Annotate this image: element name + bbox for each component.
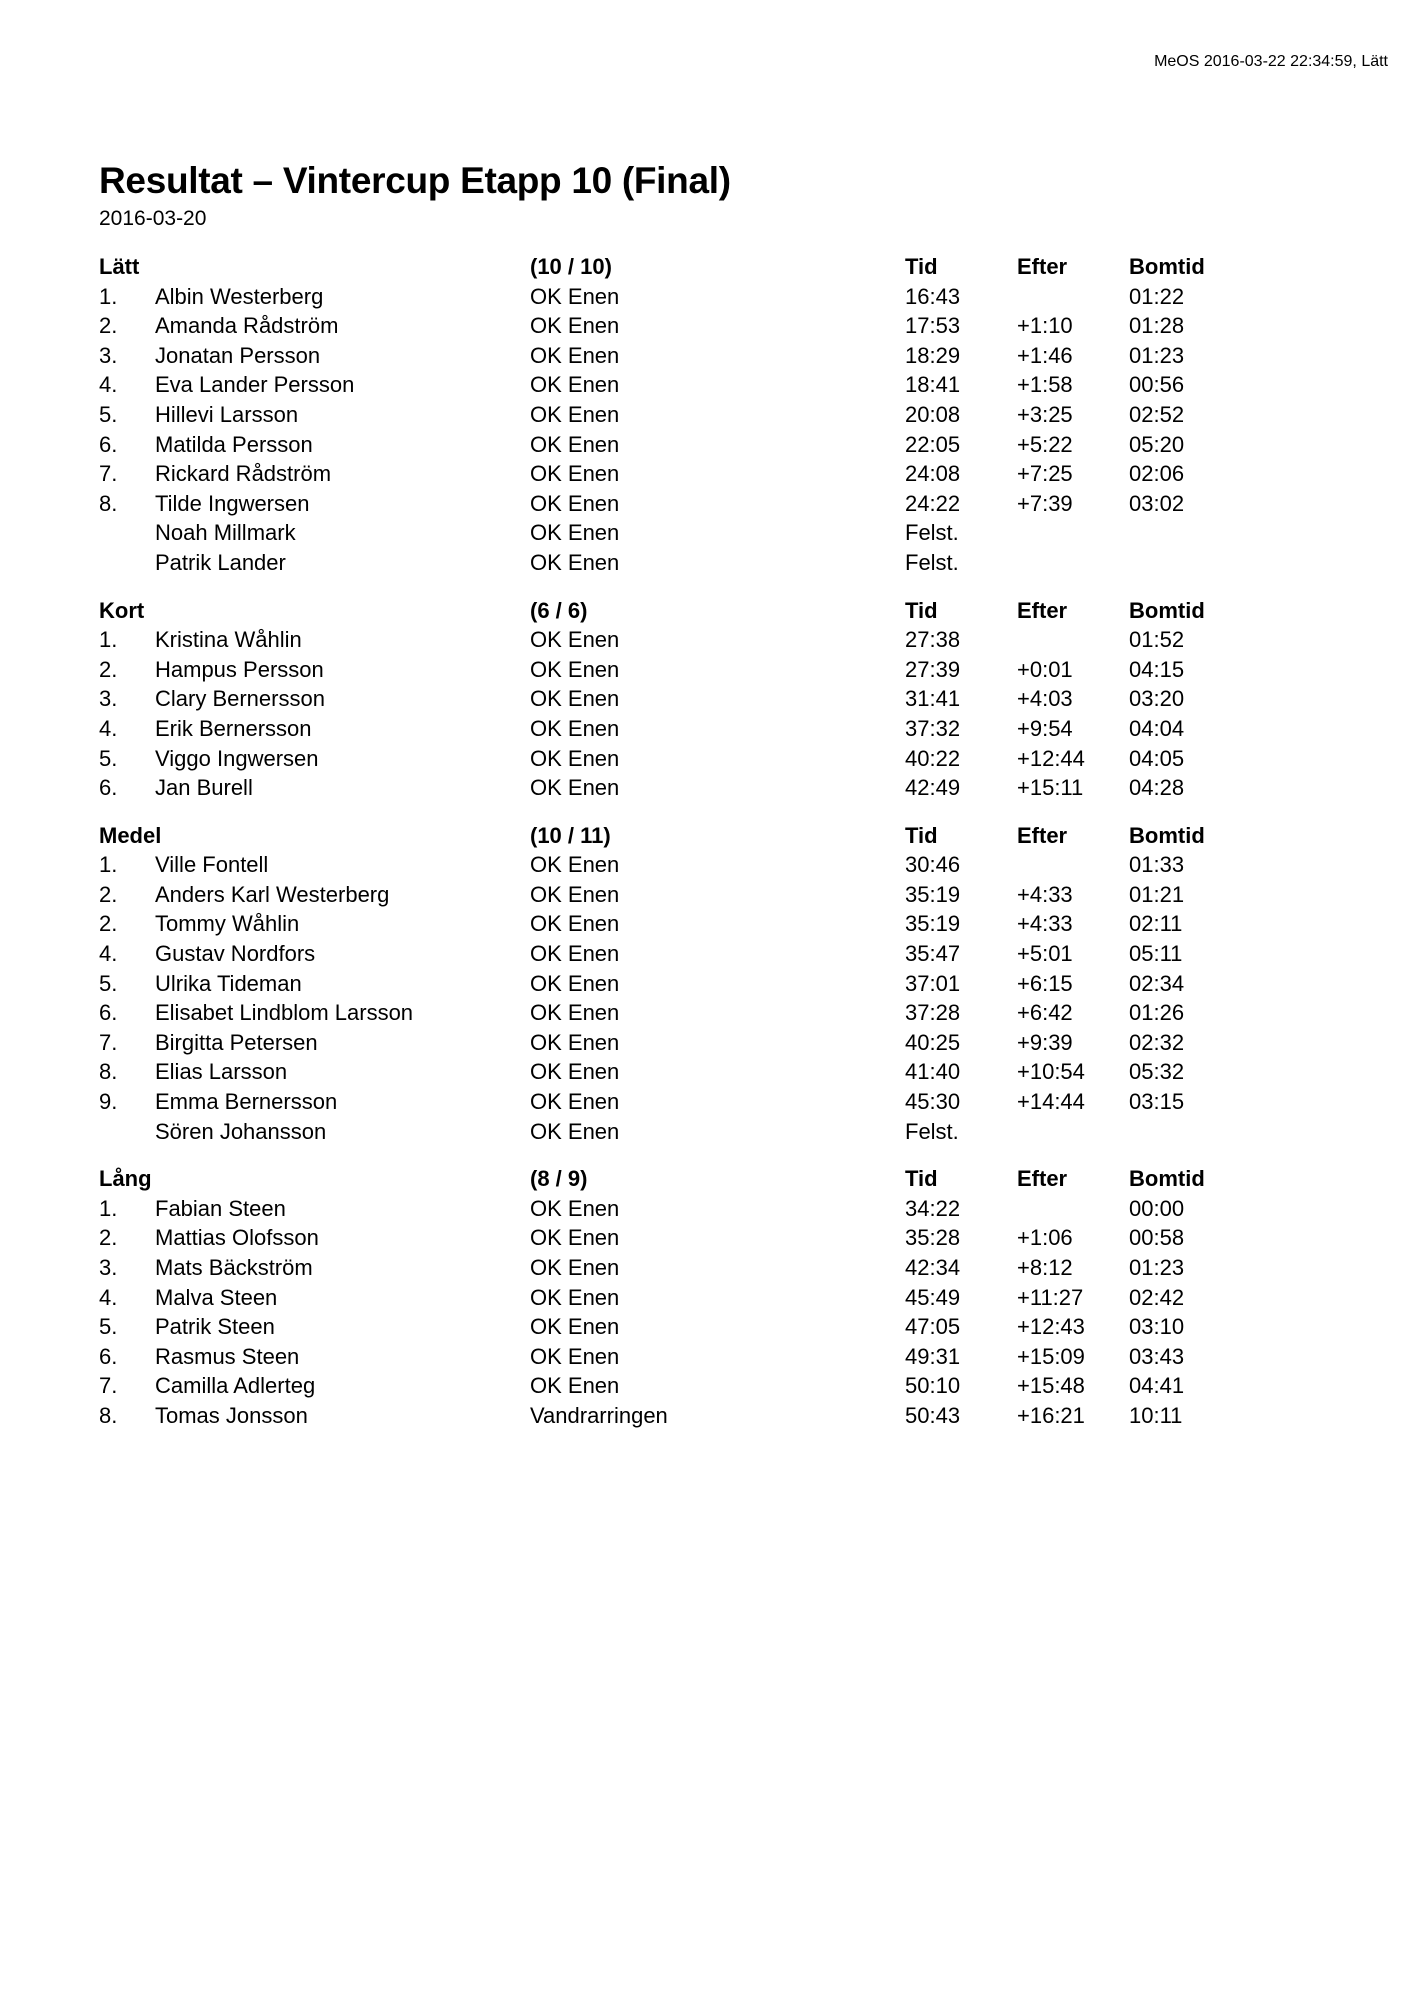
runner-name: Gustav Nordfors xyxy=(155,941,316,967)
result-time: 45:30 xyxy=(905,1089,961,1115)
class-section xyxy=(99,252,1319,578)
result-time: Felst. xyxy=(905,1118,959,1144)
result-place: 8. xyxy=(99,490,118,516)
class-name: Lätt xyxy=(99,254,140,279)
result-behind: +12:44 xyxy=(1017,745,1085,771)
result-time: 37:32 xyxy=(905,715,961,741)
runner-name: Anders Karl Westerberg xyxy=(155,881,390,907)
result-row xyxy=(99,1087,1319,1117)
result-behind: +14:44 xyxy=(1017,1089,1085,1115)
result-behind: +4:33 xyxy=(1017,881,1073,907)
result-row xyxy=(99,1371,1319,1401)
runner-club: OK Enen xyxy=(530,372,620,398)
result-missed-time: 04:41 xyxy=(1129,1373,1185,1399)
result-row xyxy=(99,1253,1319,1283)
result-missed-time: 05:11 xyxy=(1129,941,1183,967)
result-time: 35:28 xyxy=(905,1225,961,1251)
result-place: 1. xyxy=(99,1195,118,1221)
runner-name: Hampus Persson xyxy=(155,656,324,682)
result-row xyxy=(99,909,1319,939)
result-row xyxy=(99,714,1319,744)
runner-name: Tilde Ingwersen xyxy=(155,490,310,516)
result-time: 22:05 xyxy=(905,431,961,457)
result-missed-time: 02:06 xyxy=(1129,461,1185,487)
runner-name: Tommy Wåhlin xyxy=(155,911,300,937)
result-place: 7. xyxy=(99,1373,118,1399)
result-time: 35:19 xyxy=(905,881,961,907)
result-place: 2. xyxy=(99,656,118,682)
result-time: 17:53 xyxy=(905,313,961,339)
result-row xyxy=(99,311,1319,341)
class-section xyxy=(99,821,1319,1147)
result-missed-time: 00:58 xyxy=(1129,1225,1185,1251)
result-row xyxy=(99,548,1319,578)
result-place: 5. xyxy=(99,970,118,996)
result-row xyxy=(99,1342,1319,1372)
runner-name: Amanda Rådström xyxy=(155,313,339,339)
runner-club: OK Enen xyxy=(530,1255,620,1280)
result-missed-time: 05:20 xyxy=(1129,431,1185,457)
result-place: 2. xyxy=(99,881,118,907)
print-stamp: MeOS 2016-03-22 22:34:59, Lätt xyxy=(1154,53,1388,70)
result-behind: +5:22 xyxy=(1017,431,1073,457)
result-missed-time: 03:02 xyxy=(1129,490,1185,516)
result-behind: +15:09 xyxy=(1017,1343,1085,1369)
result-place: 6. xyxy=(99,775,118,801)
result-time: 18:41 xyxy=(905,372,961,398)
runner-club: OK Enen xyxy=(530,745,620,771)
result-row xyxy=(99,969,1319,999)
result-missed-time: 03:15 xyxy=(1129,1089,1185,1115)
result-missed-time: 04:28 xyxy=(1129,775,1185,801)
runner-name: Elias Larsson xyxy=(155,1059,288,1085)
runner-club: OK Enen xyxy=(530,342,620,368)
result-missed-time: 02:42 xyxy=(1129,1284,1185,1310)
runner-name: Emma Bernersson xyxy=(155,1089,338,1115)
result-missed-time: 05:32 xyxy=(1129,1059,1185,1085)
result-place: 3. xyxy=(99,1255,118,1280)
runner-club: OK Enen xyxy=(530,941,620,967)
results-list xyxy=(99,252,1319,1449)
result-place: 4. xyxy=(99,715,118,741)
result-time: 27:39 xyxy=(905,656,961,682)
runner-name: Viggo Ingwersen xyxy=(155,745,319,771)
result-time: 35:19 xyxy=(905,911,961,937)
result-behind: +8:12 xyxy=(1017,1255,1073,1280)
result-place: 8. xyxy=(99,1059,118,1085)
runner-club: OK Enen xyxy=(530,656,620,682)
result-missed-time: 02:32 xyxy=(1129,1029,1185,1055)
result-place: 1. xyxy=(99,852,118,878)
runner-name: Eva Lander Persson xyxy=(155,372,355,398)
runner-name: Tomas Jonsson xyxy=(155,1402,308,1428)
result-time: 41:40 xyxy=(905,1059,961,1085)
result-row xyxy=(99,282,1319,312)
result-time: 42:49 xyxy=(905,775,961,801)
runner-name: Noah Millmark xyxy=(155,520,296,546)
result-row xyxy=(99,939,1319,969)
runner-name: Hillevi Larsson xyxy=(155,401,299,427)
result-place: 5. xyxy=(99,401,118,427)
result-place: 7. xyxy=(99,1029,118,1055)
result-missed-time: 02:34 xyxy=(1129,970,1185,996)
runner-club: OK Enen xyxy=(530,490,620,516)
runner-club: OK Enen xyxy=(530,881,620,907)
result-time: 27:38 xyxy=(905,627,961,653)
runner-club: OK Enen xyxy=(530,283,620,309)
result-place: 2. xyxy=(99,313,118,339)
runner-club: OK Enen xyxy=(530,461,620,487)
result-row xyxy=(99,1401,1319,1431)
class-header-row xyxy=(99,821,1319,851)
runner-club: OK Enen xyxy=(530,1284,620,1310)
result-row xyxy=(99,773,1319,803)
result-row xyxy=(99,1283,1319,1313)
class-name: Kort xyxy=(99,597,145,623)
class-count: (8 / 9) xyxy=(530,1166,588,1192)
result-place: 6. xyxy=(99,431,118,457)
result-time: 49:31 xyxy=(905,1343,961,1369)
result-time: Felst. xyxy=(905,520,959,546)
result-row xyxy=(99,655,1319,685)
result-place: 3. xyxy=(99,686,118,712)
runner-club: OK Enen xyxy=(530,1118,620,1144)
result-behind: +4:33 xyxy=(1017,911,1073,937)
runner-club: OK Enen xyxy=(530,1195,620,1221)
result-missed-time: 10:11 xyxy=(1129,1402,1183,1428)
result-place: 8. xyxy=(99,1402,118,1428)
class-name: Medel xyxy=(99,822,162,848)
result-time: 31:41 xyxy=(905,686,961,712)
result-behind: +9:54 xyxy=(1017,715,1073,741)
column-header-bomtid: Bomtid xyxy=(1129,254,1205,279)
class-header-row xyxy=(99,252,1319,282)
runner-name: Albin Westerberg xyxy=(155,283,324,309)
runner-name: Fabian Steen xyxy=(155,1195,286,1221)
runner-name: Ulrika Tideman xyxy=(155,970,302,996)
result-place: 4. xyxy=(99,372,118,398)
runner-name: Mats Bäckström xyxy=(155,1255,313,1280)
result-missed-time: 03:43 xyxy=(1129,1343,1185,1369)
runner-club: OK Enen xyxy=(530,686,620,712)
result-row xyxy=(99,459,1319,489)
result-row xyxy=(99,518,1319,548)
runner-name: Rickard Rådström xyxy=(155,461,332,487)
class-header-row xyxy=(99,596,1319,626)
column-header-bomtid: Bomtid xyxy=(1129,597,1205,623)
result-row xyxy=(99,430,1319,460)
runner-club: OK Enen xyxy=(530,1373,620,1399)
result-place: 1. xyxy=(99,283,118,309)
result-behind: +11:27 xyxy=(1017,1284,1084,1310)
result-row xyxy=(99,400,1319,430)
result-time: 24:22 xyxy=(905,490,961,516)
result-behind: +16:21 xyxy=(1017,1402,1085,1428)
runner-club: OK Enen xyxy=(530,1000,620,1026)
runner-club: OK Enen xyxy=(530,970,620,996)
runner-club: OK Enen xyxy=(530,401,620,427)
result-missed-time: 02:52 xyxy=(1129,401,1185,427)
class-section xyxy=(99,596,1319,803)
result-behind: +3:25 xyxy=(1017,401,1073,427)
result-time: 20:08 xyxy=(905,401,961,427)
result-time: 40:25 xyxy=(905,1029,961,1055)
column-header-bomtid: Bomtid xyxy=(1129,822,1205,848)
result-behind: +10:54 xyxy=(1017,1059,1085,1085)
result-place: 1. xyxy=(99,627,118,653)
result-behind: +1:06 xyxy=(1017,1225,1073,1251)
column-header-tid: Tid xyxy=(905,1166,938,1192)
result-missed-time: 01:22 xyxy=(1129,283,1185,309)
result-row xyxy=(99,370,1319,400)
column-header-tid: Tid xyxy=(905,254,938,279)
result-time: 37:01 xyxy=(905,970,961,996)
result-missed-time: 02:11 xyxy=(1129,911,1183,937)
result-row xyxy=(99,1057,1319,1087)
result-place: 5. xyxy=(99,1314,118,1340)
runner-name: Clary Bernersson xyxy=(155,686,325,712)
result-place: 4. xyxy=(99,1284,118,1310)
runner-club: OK Enen xyxy=(530,852,620,878)
result-time: 30:46 xyxy=(905,852,961,878)
result-row xyxy=(99,1223,1319,1253)
result-behind: +6:42 xyxy=(1017,1000,1073,1026)
runner-club: OK Enen xyxy=(530,715,620,741)
result-place: 3. xyxy=(99,342,118,368)
result-place: 5. xyxy=(99,745,118,771)
result-time: 50:10 xyxy=(905,1373,961,1399)
result-row xyxy=(99,489,1319,519)
result-row xyxy=(99,1312,1319,1342)
runner-name: Patrik Lander xyxy=(155,549,286,575)
result-row xyxy=(99,1028,1319,1058)
result-behind: +15:48 xyxy=(1017,1373,1085,1399)
runner-club: OK Enen xyxy=(530,431,620,457)
result-time: 45:49 xyxy=(905,1284,961,1310)
result-missed-time: 01:23 xyxy=(1129,342,1185,368)
result-behind: +9:39 xyxy=(1017,1029,1073,1055)
class-section xyxy=(99,1164,1319,1430)
runner-name: Camilla Adlerteg xyxy=(155,1373,316,1399)
result-behind: +1:46 xyxy=(1017,342,1073,368)
result-time: 18:29 xyxy=(905,342,961,368)
result-behind: +1:10 xyxy=(1017,313,1073,339)
result-time: 34:22 xyxy=(905,1195,961,1221)
runner-name: Mattias Olofsson xyxy=(155,1225,319,1251)
column-header-efter: Efter xyxy=(1017,597,1068,623)
runner-name: Sören Johansson xyxy=(155,1118,327,1144)
runner-name: Birgitta Petersen xyxy=(155,1029,318,1055)
runner-name: Ville Fontell xyxy=(155,852,269,878)
result-behind: +12:43 xyxy=(1017,1314,1085,1340)
result-place: 7. xyxy=(99,461,118,487)
runner-name: Erik Bernersson xyxy=(155,715,312,741)
runner-club: OK Enen xyxy=(530,627,620,653)
runner-name: Rasmus Steen xyxy=(155,1343,300,1369)
result-behind: +0:01 xyxy=(1017,656,1073,682)
result-time: 47:05 xyxy=(905,1314,961,1340)
class-count: (6 / 6) xyxy=(530,597,588,623)
result-missed-time: 01:21 xyxy=(1129,881,1185,907)
result-row xyxy=(99,1117,1319,1147)
runner-name: Matilda Persson xyxy=(155,431,313,457)
result-row xyxy=(99,744,1319,774)
column-header-efter: Efter xyxy=(1017,1166,1068,1192)
column-header-bomtid: Bomtid xyxy=(1129,1166,1205,1192)
result-row xyxy=(99,880,1319,910)
class-header-row xyxy=(99,1164,1319,1194)
column-header-efter: Efter xyxy=(1017,254,1068,279)
column-header-tid: Tid xyxy=(905,822,938,848)
runner-club: OK Enen xyxy=(530,1314,620,1340)
result-time: 16:43 xyxy=(905,283,961,309)
result-time: 24:08 xyxy=(905,461,961,487)
class-count: (10 / 11) xyxy=(530,822,611,848)
runner-club: OK Enen xyxy=(530,549,620,575)
result-row xyxy=(99,684,1319,714)
result-row xyxy=(99,341,1319,371)
competition-date: 2016-03-20 xyxy=(99,207,207,230)
result-place: 4. xyxy=(99,941,118,967)
result-row xyxy=(99,625,1319,655)
runner-name: Jonatan Persson xyxy=(155,342,321,368)
result-place: 2. xyxy=(99,1225,118,1251)
result-behind: +4:03 xyxy=(1017,686,1073,712)
runner-club: OK Enen xyxy=(530,775,620,801)
result-missed-time: 01:33 xyxy=(1129,852,1185,878)
column-header-efter: Efter xyxy=(1017,822,1068,848)
result-place: 6. xyxy=(99,1343,118,1369)
runner-club: OK Enen xyxy=(530,1029,620,1055)
result-missed-time: 04:04 xyxy=(1129,715,1185,741)
result-behind: +6:15 xyxy=(1017,970,1073,996)
result-missed-time: 03:20 xyxy=(1129,686,1185,712)
result-row xyxy=(99,850,1319,880)
runner-club: OK Enen xyxy=(530,1059,620,1085)
class-count: (10 / 10) xyxy=(530,254,612,279)
result-missed-time: 04:15 xyxy=(1129,656,1185,682)
result-missed-time: 00:00 xyxy=(1129,1195,1185,1221)
result-time: 35:47 xyxy=(905,941,961,967)
result-place: 6. xyxy=(99,1000,118,1026)
result-row xyxy=(99,1194,1319,1224)
runner-name: Patrik Steen xyxy=(155,1314,275,1340)
class-name: Lång xyxy=(99,1166,152,1192)
result-time: 50:43 xyxy=(905,1402,961,1428)
result-behind: +7:39 xyxy=(1017,490,1073,516)
result-place: 2. xyxy=(99,911,118,937)
result-missed-time: 01:26 xyxy=(1129,1000,1185,1026)
runner-club: OK Enen xyxy=(530,911,620,937)
runner-club: OK Enen xyxy=(530,1225,620,1251)
result-behind: +1:58 xyxy=(1017,372,1073,398)
result-missed-time: 04:05 xyxy=(1129,745,1185,771)
result-time: 40:22 xyxy=(905,745,961,771)
result-missed-time: 01:28 xyxy=(1129,313,1185,339)
result-missed-time: 03:10 xyxy=(1129,1314,1185,1340)
result-row xyxy=(99,998,1319,1028)
result-time: Felst. xyxy=(905,549,959,575)
result-behind: +7:25 xyxy=(1017,461,1073,487)
runner-club: Vandrarringen xyxy=(530,1402,668,1428)
result-place: 9. xyxy=(99,1089,118,1115)
runner-name: Elisabet Lindblom Larsson xyxy=(155,1000,414,1026)
result-behind: +15:11 xyxy=(1017,775,1084,801)
column-header-tid: Tid xyxy=(905,597,938,623)
result-behind: +5:01 xyxy=(1017,941,1073,967)
page-title: Resultat – Vintercup Etapp 10 (Final) xyxy=(99,160,731,201)
runner-club: OK Enen xyxy=(530,313,620,339)
runner-club: OK Enen xyxy=(530,1343,620,1369)
result-missed-time: 01:23 xyxy=(1129,1255,1185,1280)
result-missed-time: 01:52 xyxy=(1129,627,1185,653)
runner-name: Malva Steen xyxy=(155,1284,278,1310)
runner-club: OK Enen xyxy=(530,1089,620,1115)
runner-name: Kristina Wåhlin xyxy=(155,627,302,653)
runner-club: OK Enen xyxy=(530,520,620,546)
runner-name: Jan Burell xyxy=(155,775,253,801)
result-time: 37:28 xyxy=(905,1000,961,1026)
result-missed-time: 00:56 xyxy=(1129,372,1185,398)
result-time: 42:34 xyxy=(905,1255,961,1280)
